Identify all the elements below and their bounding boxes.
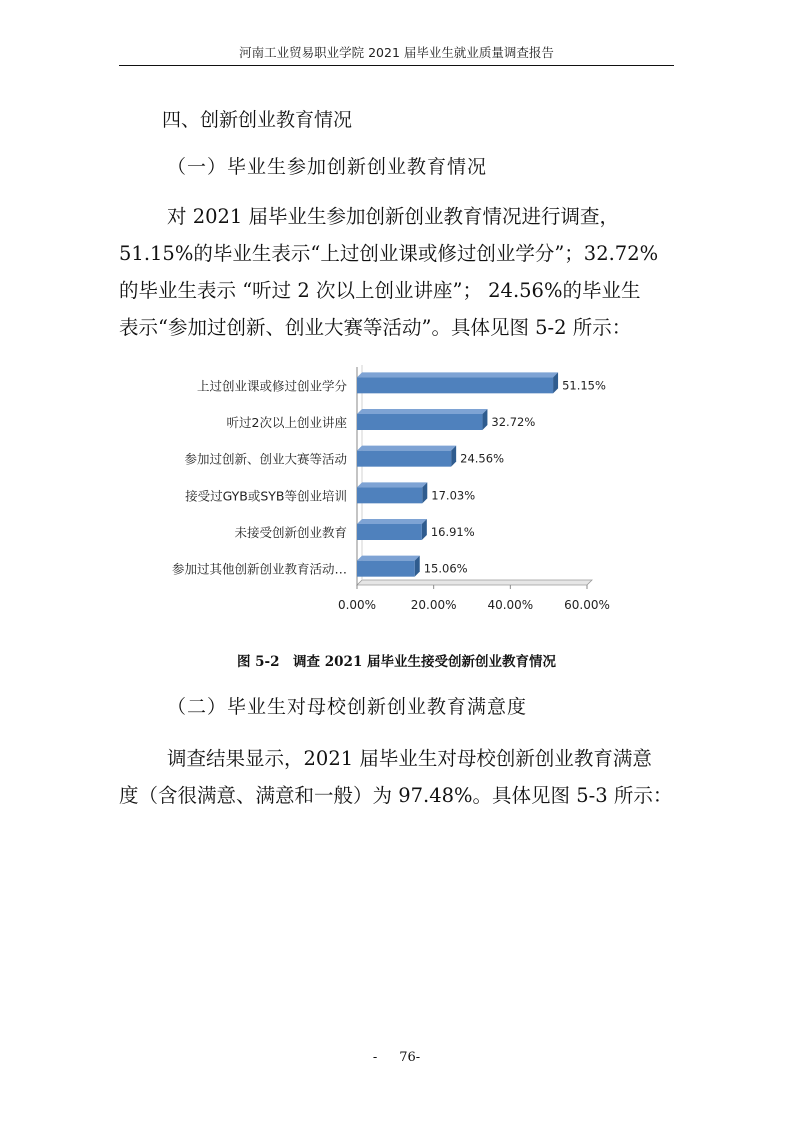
bar [357,451,451,467]
x-tick-label: 0.00% [337,598,377,612]
bar-chart [150,365,630,630]
category-label: 接受过GYB或SYB等创业培训 [185,488,347,504]
category-label: 听过2次以上创业讲座 [226,415,347,430]
paragraph-2-line: 调查结果显示，2021 届毕业生对母校创新创业教育满意 [167,747,652,770]
bar-top [357,556,420,561]
bar [357,414,482,430]
bar-top [357,482,427,487]
bar-top [357,409,487,414]
page-footer [0,1050,793,1065]
paragraph-2-line: 度（含很满意、满意和一般）为 97.48%。具体见图 5-3 所示： [119,784,673,807]
x-tick-label: 20.00% [410,598,457,612]
data-label: 24.56% [460,451,505,466]
bar [357,561,415,577]
paragraph-2 [119,740,675,814]
paragraph-1 [119,198,675,346]
section-title: 四、创新创业教育情况 [162,109,353,131]
data-label: 32.72% [491,415,536,429]
paragraph-1-line: 对 2021 届毕业生参加创新创业教育情况进行调查， [167,205,620,228]
data-label: 51.15% [562,378,606,393]
bar [357,487,422,503]
paragraph-1-line: 的毕业生表示 “听过 2 次以上创业讲座”； 24.56%的毕业生 [119,279,641,302]
bar [357,377,553,393]
chart-floor [357,580,592,585]
paragraph-1-line: 表示“参加过创新、创业大赛等活动”。具体见图 5-2 所示： [119,316,632,339]
bar [357,524,422,540]
paragraph-1-line: 51.15%的毕业生表示“上过创业课或修过创业学分”；32.72% [119,242,659,265]
report-header: 河南工业贸易职业学院 2021 届毕业生就业质量调查报告 [239,45,554,60]
subsection-title-2: （二）毕业生对母校创新创业教育满意度 [167,696,528,718]
page-number: 76- [399,1050,421,1065]
bar-top [357,372,558,377]
category-label: 参加过其他创新创业教育活动… [171,561,347,577]
header-rule [119,65,674,66]
category-label: 参加过创新、创业大赛等活动 [184,451,347,467]
x-tick-label: 60.00% [564,598,610,612]
category-label: 上过创业课或修过创业学分 [196,378,347,394]
bar-top [357,446,456,451]
data-label: 16.91% [430,525,475,539]
data-label: 17.03% [431,488,476,503]
data-label: 15.06% [423,561,468,576]
bar-top [357,519,427,524]
x-tick-label: 40.00% [487,598,534,612]
figure-caption: 图 5-2 调查 2021 届毕业生接受创新创业教育情况 [236,654,557,670]
category-label: 未接受创新创业教育 [234,525,347,540]
footer-dash: - [372,1050,378,1065]
subsection-title-1: （一）毕业生参加创新创业教育情况 [167,156,488,178]
